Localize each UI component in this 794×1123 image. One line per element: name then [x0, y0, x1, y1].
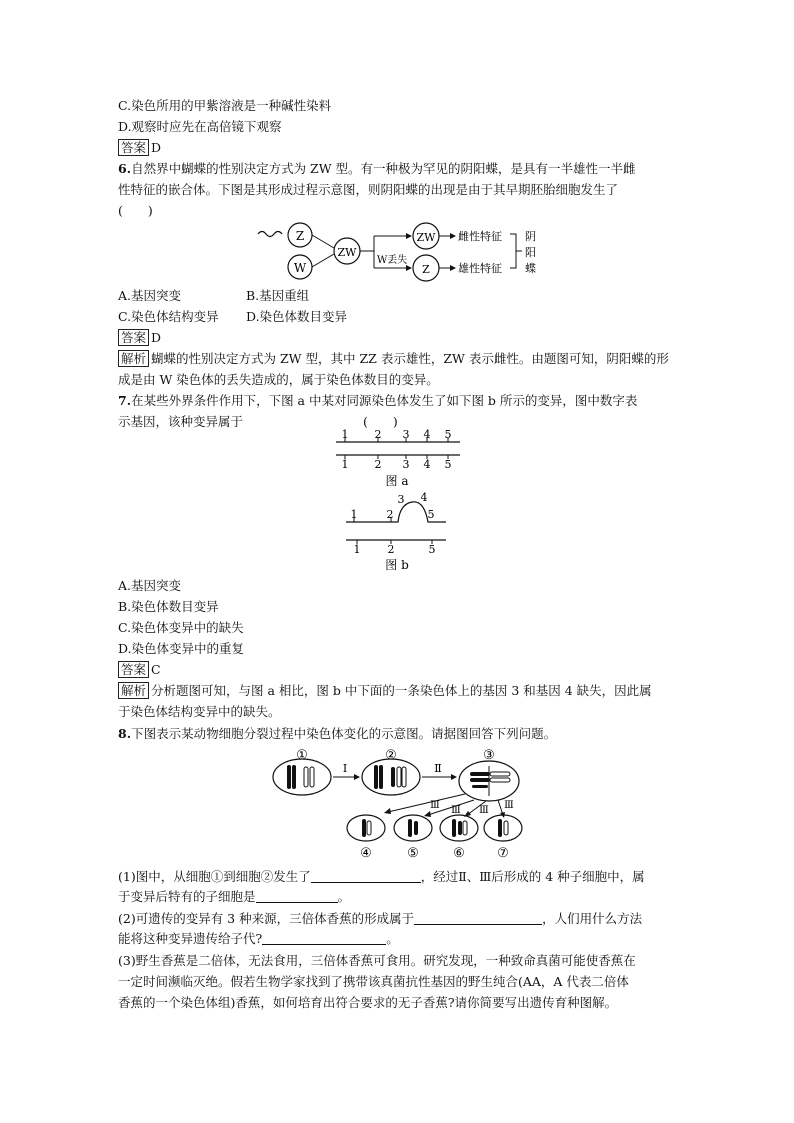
chromosomes — [374, 765, 406, 789]
z-cell-label: Z — [422, 263, 430, 276]
q8-part1-text: 。 — [337, 889, 351, 904]
female-feature-label: 雌性特征 — [458, 230, 502, 243]
q8-part2-line1 — [118, 909, 642, 929]
answer-tag: 答案 — [118, 329, 149, 346]
gene-label: 1 — [341, 458, 349, 471]
answer-tag: 答案 — [118, 661, 149, 678]
step-label: Ⅲ — [430, 800, 440, 811]
q7-option-c: C.染色体变异中的缺失 — [118, 620, 244, 635]
q7-option-d: D.染色体变异中的重复 — [118, 641, 245, 656]
answer-blank[interactable] — [262, 931, 386, 945]
step-label: Ⅲ — [504, 800, 514, 811]
cell-5 — [394, 815, 432, 841]
question-number: 8. — [118, 726, 132, 741]
analysis-text: 分析题图可知，与图 a 相比，图 b 中下面的一条染色体上的基因 3 和基因 4 缺失，因此属 — [151, 683, 652, 698]
q6-option-c: C.染色体结构变异 — [118, 309, 219, 324]
q7-stem-text2: 示基因，该种变异属于 — [118, 414, 244, 429]
q6-analysis-line2: 成是由 W 染色体的丢失造成的，属于染色体数目的变异。 — [118, 372, 439, 387]
q8-part2-text: ，人们用什么方法 — [542, 911, 643, 926]
cell-number: ⑤ — [407, 846, 419, 861]
q8-part3-line3: 香蕉的一个染色体组)香蕉，如何培育出符合要求的无子香蕉?请你简要写出遗传育种图解。 — [118, 995, 618, 1010]
q6-option-a: A.基因突变 — [118, 288, 182, 303]
gene-label: 2 — [387, 543, 395, 556]
answer-blank[interactable] — [256, 889, 338, 903]
gene-label: 4 — [423, 458, 431, 471]
q8-part1-line2 — [118, 887, 350, 907]
step-label: Ⅱ — [434, 762, 442, 775]
q7-option-a: A.基因突变 — [118, 578, 182, 593]
gene-label: 1 — [341, 428, 349, 441]
q8-part2-text: 。 — [386, 931, 399, 946]
q8-part3-line1: (3)野生香蕉是二倍体，无法食用，三倍体香蕉可食用。研究发现，一种致命真菌可能使香蕉在 — [118, 953, 636, 968]
result-char-2: 阳 — [525, 246, 536, 259]
gene-label: 1 — [350, 508, 358, 521]
q6-stem-text1: 自然界中蝴蝶的性别决定方式为 ZW 型。有一种极为罕见的阴阳蝶，是具有一半雄性一半雌 — [131, 161, 636, 176]
cell-number: ④ — [360, 846, 372, 861]
gene-label: 5 — [428, 543, 436, 556]
answer-blank[interactable] — [311, 869, 421, 883]
z-gamete-label: Z — [295, 229, 305, 243]
gene-label: 2 — [386, 508, 394, 521]
analysis-text: 蝴蝶的性别决定方式为 ZW 型，其中 ZZ 表示雄性，ZW 表示雌性。由题图可知，阴阳蝶的形 — [151, 351, 669, 366]
answer-value: C — [151, 662, 161, 677]
chromosomes — [470, 766, 510, 796]
analysis-tag: 解析 — [118, 682, 149, 699]
answer-blank[interactable] — [414, 911, 542, 925]
answer-value: D — [151, 140, 162, 155]
cell-number: ① — [296, 748, 308, 763]
q5-option-c: C.染色所用的甲紫溶液是一种碱性染料 — [118, 98, 332, 113]
q8-part1-text: 于变异后特有的子细胞是 — [118, 889, 256, 904]
q6-option-d: D.染色体数目变异 — [246, 309, 348, 324]
analysis-tag: 解析 — [118, 350, 149, 367]
q8-part2-text: (2)可遗传的变异有 3 种来源，三倍体香蕉的形成属于 — [118, 911, 415, 926]
gene-label: 3 — [397, 493, 405, 506]
question-number: 7. — [118, 393, 132, 408]
cell-number: ③ — [483, 748, 495, 763]
q8-stem-text: 下图表示某动物细胞分裂过程中染色体变化的示意图。请据图回答下列问题。 — [131, 726, 557, 741]
q8-part1-text: ，经过Ⅱ、Ⅲ后形成的 4 种子细胞中，属 — [420, 869, 645, 884]
gene-label: 3 — [402, 428, 410, 441]
zygote-label: ZW — [337, 246, 357, 259]
gene-label: 4 — [420, 491, 428, 504]
q7-analysis-line2: 于染色体结构变异中的缺失。 — [118, 704, 281, 719]
w-gamete-label: W — [293, 261, 307, 275]
gene-label: 5 — [444, 458, 452, 471]
q7-option-b: B.染色体数目变异 — [118, 599, 219, 614]
cell-7 — [484, 815, 522, 841]
step-label: Ⅰ — [342, 762, 348, 775]
answer-value: D — [151, 330, 162, 345]
figure-b-caption: 图 b — [385, 558, 409, 572]
question-number: 6. — [118, 161, 132, 176]
cell-number: ② — [385, 748, 397, 763]
result-char-3: 蝶 — [525, 262, 536, 275]
step-label: Ⅲ — [479, 805, 489, 816]
gene-label: 1 — [353, 543, 361, 556]
cell-number: ⑥ — [453, 846, 465, 861]
male-feature-label: 雄性特征 — [458, 262, 502, 275]
cell-1 — [273, 759, 331, 795]
step-label: Ⅲ — [451, 805, 461, 816]
gene-label: 2 — [374, 458, 382, 471]
q8-part1-text: (1)图中，从细胞①到细胞②发生了 — [118, 869, 311, 884]
answer-tag: 答案 — [118, 139, 149, 156]
figure-a-caption: 图 a — [385, 474, 409, 488]
cell-number: ⑦ — [497, 846, 509, 861]
zw-cell-label: ZW — [416, 231, 436, 244]
q7-paren: ( ) — [363, 414, 398, 429]
q8-part1-line1 — [118, 867, 645, 887]
gene-label: 2 — [374, 428, 382, 441]
gene-label: 5 — [427, 508, 435, 521]
q6-option-b: B.基因重组 — [246, 288, 310, 303]
q8-part2-line2 — [118, 929, 399, 949]
gene-label: 5 — [444, 428, 452, 441]
q8-part2-text: 能将这种变异遗传给子代? — [118, 931, 263, 946]
gene-label: 4 — [423, 428, 431, 441]
w-loss-label: W丢失 — [377, 255, 408, 266]
chromosomes — [287, 765, 314, 789]
result-char-1: 阴 — [525, 230, 536, 243]
q8-part3-line2: 一定时间濒临灭绝。假若生物学家找到了携带该真菌抗性基因的野生纯合(AA，A 代表二倍体 — [118, 974, 629, 989]
q5-option-d: D.观察时应先在高倍镜下观察 — [118, 119, 282, 134]
gene-label: 3 — [402, 458, 410, 471]
q7-stem-text1: 在某些外界条件作用下，下图 a 中某对同源染色体发生了如下图 b 所示的变异，图中数字表 — [131, 393, 638, 408]
q6-paren: ( ) — [118, 203, 153, 218]
q6-stem-line2: 性特征的嵌合体。下图是其形成过程示意图，则阴阳蝶的出现是由于其早期胚胎细胞发生了 — [118, 182, 619, 197]
